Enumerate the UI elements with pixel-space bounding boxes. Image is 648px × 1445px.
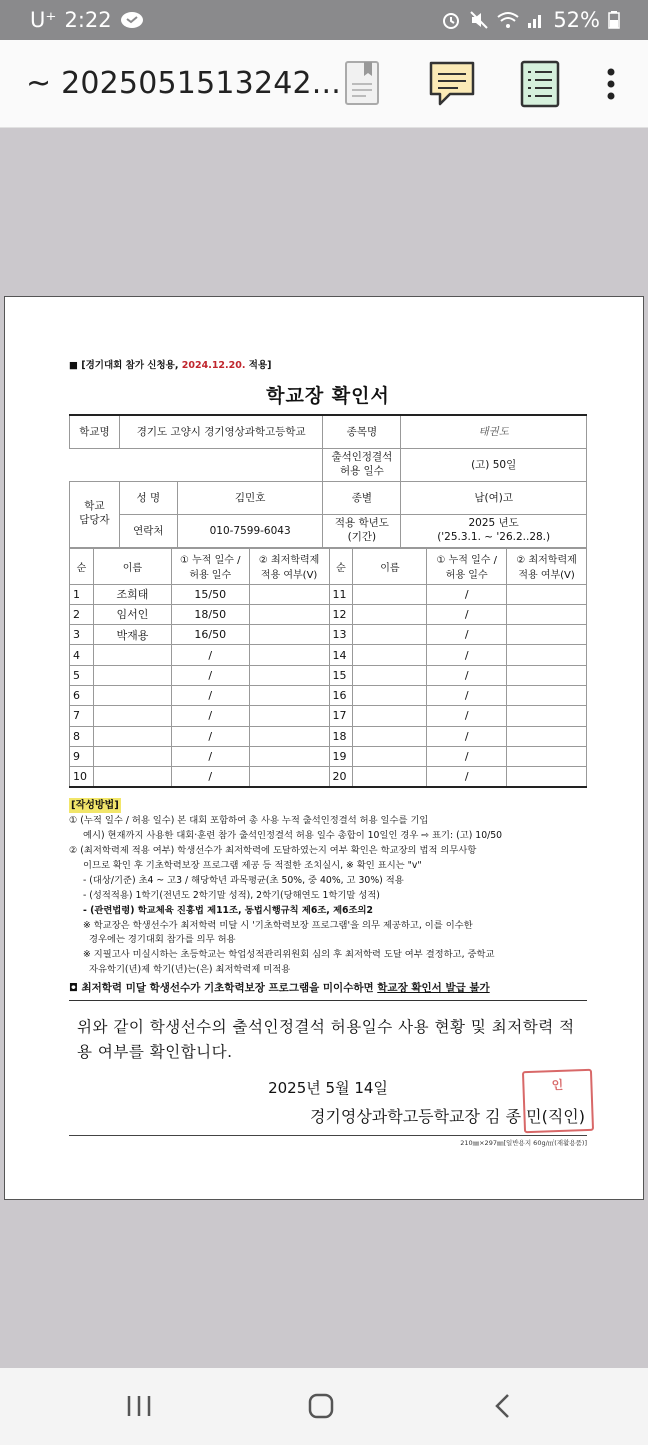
method-line: 이므로 확인 후 기초학력보장 프로그램 제공 등 적절한 조치실시, ※ 확인 표시는 "v"	[83, 859, 422, 871]
method-heading: [작성방법]	[71, 799, 119, 811]
wifi-icon	[497, 11, 519, 29]
student-name: 조희태	[93, 584, 171, 604]
min-check	[507, 625, 587, 645]
student-name	[353, 625, 427, 645]
table-row	[70, 584, 587, 604]
days-value: /	[427, 767, 507, 787]
min-check	[507, 604, 587, 624]
confirm-date: 2025년 5월 14일	[268, 1078, 388, 1097]
min-check	[249, 645, 329, 665]
min-check	[249, 604, 329, 624]
min-check	[507, 746, 587, 766]
row-number: 8	[70, 726, 94, 746]
days-value: /	[427, 665, 507, 685]
warning-box: ◘ 최저학력 미달 학생선수가 기초학력보장 프로그램을 미이수하면 학교장 확인서 발급 불가	[69, 981, 587, 1001]
days-value: /	[427, 645, 507, 665]
min-check	[249, 625, 329, 645]
method-line: ※ 학교장은 학생선수가 최저학력 미달 시 '기초학력보장 프로그램'을 의무 제공하고, 이를 이수한	[83, 919, 473, 931]
table-row	[70, 746, 587, 766]
min-check	[249, 685, 329, 705]
row-number: 11	[329, 584, 353, 604]
messenger-icon	[120, 10, 144, 30]
days-value: /	[427, 604, 507, 624]
min-check	[249, 746, 329, 766]
min-check	[507, 706, 587, 726]
student-name	[353, 645, 427, 665]
days-header: ① 누적 일수 / 허용 일수	[427, 548, 507, 584]
min-header: ② 최저학력제 적용 여부(V)	[249, 548, 329, 584]
official-seal: 인	[522, 1068, 594, 1132]
student-name	[353, 685, 427, 705]
student-name	[353, 726, 427, 746]
row-number: 9	[70, 746, 94, 766]
document-page	[4, 296, 644, 1200]
signal-icon	[527, 11, 545, 29]
min-check	[249, 767, 329, 787]
days-value: /	[171, 645, 249, 665]
student-name	[93, 746, 171, 766]
method-line: 자유학기(년)제 학기(년)는(은) 최저학력제 미적용	[89, 964, 291, 976]
navigation-bar	[0, 1368, 648, 1445]
method-section	[69, 798, 587, 1001]
days-value: /	[427, 726, 507, 746]
row-number: 14	[329, 645, 353, 665]
days-value: /	[171, 767, 249, 787]
days-value: /	[427, 625, 507, 645]
contact-value: 010-7599-6043	[177, 514, 323, 547]
student-name	[353, 584, 427, 604]
contact-label: 연락처	[119, 514, 177, 547]
min-header: ② 최저학력제 적용 여부(V)	[507, 548, 587, 584]
days-value: /	[171, 665, 249, 685]
min-check	[249, 584, 329, 604]
days-value: /	[171, 685, 249, 705]
days-value: /	[427, 746, 507, 766]
table-row	[70, 726, 587, 746]
student-name	[353, 767, 427, 787]
row-number: 6	[70, 685, 94, 705]
school-label: 학교명	[70, 415, 120, 448]
allowed-value: (고) 50일	[401, 448, 587, 481]
table-row	[70, 645, 587, 665]
clock: 2:22	[64, 8, 112, 32]
method-line: - (성적적용) 1학기(전년도 2학기말 성적), 2학기(당해연도 1학기말 성적)	[83, 889, 380, 901]
student-name	[93, 665, 171, 685]
min-check	[507, 685, 587, 705]
row-number: 19	[329, 746, 353, 766]
days-value: /	[427, 584, 507, 604]
sport-label: 종목명	[323, 415, 401, 448]
student-name: 임서인	[93, 604, 171, 624]
student-name	[353, 706, 427, 726]
recent-apps-icon[interactable]	[126, 1392, 152, 1424]
row-number: 7	[70, 706, 94, 726]
min-check	[249, 665, 329, 685]
min-check	[507, 645, 587, 665]
row-number: 17	[329, 706, 353, 726]
status-bar	[0, 0, 648, 40]
min-check	[507, 665, 587, 685]
row-number: 1	[70, 584, 94, 604]
student-name	[353, 746, 427, 766]
document-viewer[interactable]	[0, 128, 648, 1368]
row-number: 5	[70, 665, 94, 685]
info-table	[69, 414, 587, 548]
min-check	[249, 706, 329, 726]
row-number: 15	[329, 665, 353, 685]
table-row	[70, 665, 587, 685]
days-value: /	[171, 706, 249, 726]
student-name	[353, 604, 427, 624]
battery-icon	[608, 11, 620, 29]
comment-icon[interactable]	[428, 60, 476, 112]
app-bar	[0, 40, 648, 128]
manager-label: 학교 담당자	[70, 481, 120, 547]
school-value: 경기도 고양시 경기영상과학고등학교	[119, 415, 323, 448]
row-number: 4	[70, 645, 94, 665]
confirm-text: 위와 같이 학생선수의 출석인정결석 허용일수 사용 현황 및 최저학력 적용 여부를 확인합니다.	[77, 1018, 575, 1061]
row-number: 10	[70, 767, 94, 787]
name-value: 김민호	[177, 481, 323, 514]
year-period: ('25.3.1. ~ '26.2..28.)	[437, 530, 551, 543]
student-name	[93, 706, 171, 726]
student-name	[93, 726, 171, 746]
days-value: /	[171, 746, 249, 766]
days-value: /	[427, 706, 507, 726]
sport-value: 태권도	[401, 415, 587, 448]
method-line: 경우에는 경기대회 참가를 의무 허용	[89, 934, 236, 946]
min-check	[507, 767, 587, 787]
min-check	[507, 584, 587, 604]
days-header: ① 누적 일수 / 허용 일수	[171, 548, 249, 584]
student-name: 박재용	[93, 625, 171, 645]
method-line: - (대상/기준) 초4 ~ 고3 / 해당학년 과목평균(초 50%, 중 40%, 고 30%) 적용	[83, 874, 404, 886]
row-number: 2	[70, 604, 94, 624]
method-line: 예시) 현재까지 사용한 대회·훈련 참가 출석인정결석 허용 일수 총합이 10일인 경우 ⇨ 표기: (고) 10/50	[83, 829, 503, 841]
method-line: ② (최저학력제 적용 여부) 학생선수가 최저학력에 도달하였는지 여부 확인은 학교장의 법적 의무사항	[69, 844, 477, 856]
student-name	[93, 767, 171, 787]
home-icon[interactable]	[307, 1392, 335, 1424]
more-vert-icon[interactable]	[606, 68, 616, 104]
roster-table	[69, 548, 587, 788]
gender-value: 남(여)고	[401, 481, 587, 514]
notice-line: ■ [경기대회 참가 신청용, 2024.12.20. 적용]	[69, 360, 272, 371]
method-line: ※ 지필고사 미실시하는 초등학교는 학업성적관리위원회 심의 후 최저학력 도달 여부 결정하고, 중학교	[83, 949, 495, 961]
method-line: ① (누적 일수 / 허용 일수) 본 대회 포함하여 총 사용 누적 출석인정결석 허용 일수를 기입	[69, 814, 429, 826]
seq-header: 순	[70, 548, 94, 584]
days-value: 18/50	[171, 604, 249, 624]
mute-icon	[469, 10, 489, 30]
row-number: 20	[329, 767, 353, 787]
gender-label: 종별	[323, 481, 401, 514]
days-value: /	[427, 685, 507, 705]
row-number: 18	[329, 726, 353, 746]
name-header: 이름	[93, 548, 171, 584]
back-icon[interactable]	[492, 1392, 512, 1424]
days-value: 15/50	[171, 584, 249, 604]
row-number: 16	[329, 685, 353, 705]
table-row	[70, 767, 587, 787]
row-number: 13	[329, 625, 353, 645]
min-check	[507, 726, 587, 746]
signature: 경기영상과학고등학교장 김 종 민(직인)	[309, 1106, 585, 1126]
paper-spec: 210㎜×297㎜[일반용지 60g/㎡(재활용품)]	[69, 1135, 587, 1147]
carrier-label: U⁺	[30, 8, 57, 32]
year-label: 적용 학년도 (기간)	[323, 514, 401, 547]
row-number: 12	[329, 604, 353, 624]
min-check	[249, 726, 329, 746]
battery-label: 52%	[553, 8, 600, 32]
seq-header: 순	[329, 548, 353, 584]
student-name	[93, 685, 171, 705]
name-header: 이름	[353, 548, 427, 584]
row-number: 3	[70, 625, 94, 645]
bookmark-icon[interactable]	[344, 60, 380, 110]
student-name	[353, 665, 427, 685]
table-row	[70, 604, 587, 624]
name-label: 성 명	[119, 481, 177, 514]
year-value: 2025 년도	[468, 516, 519, 529]
table-row	[70, 625, 587, 645]
list-icon[interactable]	[520, 60, 560, 112]
alarm-icon	[441, 10, 461, 30]
document-title: 학교장 확인서	[266, 385, 390, 407]
days-value: /	[171, 726, 249, 746]
file-title: ~ 2025051513242...	[26, 66, 342, 101]
document-content	[69, 357, 587, 1147]
table-row	[70, 706, 587, 726]
days-value: 16/50	[171, 625, 249, 645]
method-line: - (관련법령) 학교체육 진흥법 제11조, 동법시행규칙 제6조, 제6조의2	[83, 904, 373, 916]
allowed-label: 출석인정결석 허용 일수	[323, 448, 401, 481]
student-name	[93, 645, 171, 665]
table-row	[70, 685, 587, 705]
